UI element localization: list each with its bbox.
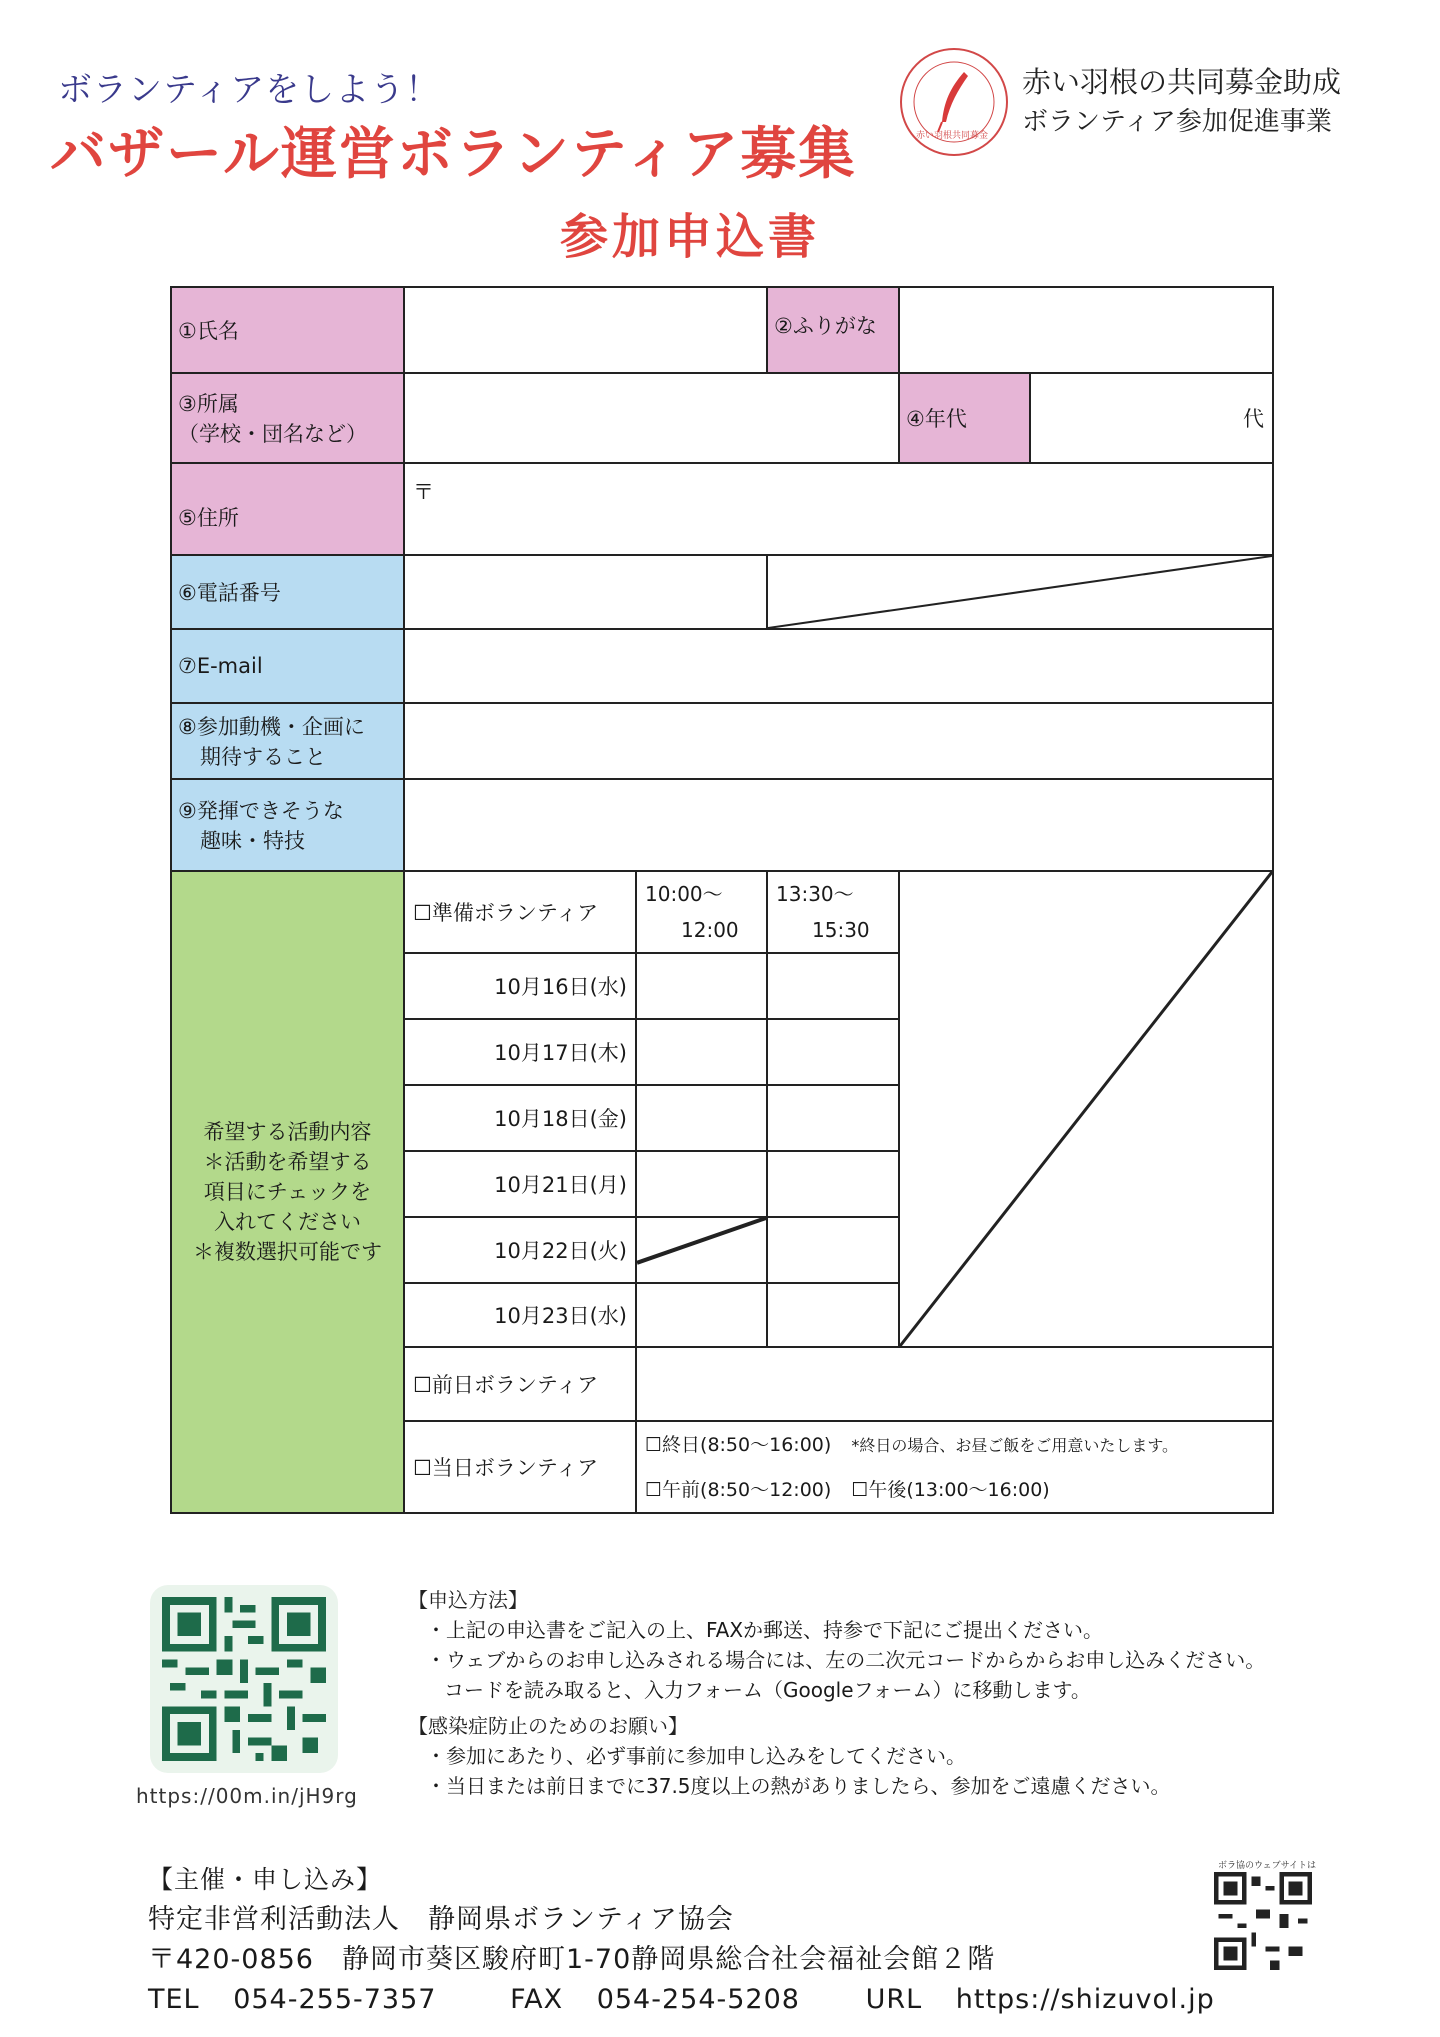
subtitle: ボランティアをしよう！ [58,70,441,110]
slot2-check-1016[interactable] [767,953,899,1019]
method-line-2: ・ウェブからのお申し込みされる場合には、左の二次元コードからからお申し込みください。 [426,1648,1266,1672]
row-prep-header [171,871,1273,953]
date-label: 10月21日(月) [404,1151,636,1217]
qr-pattern [162,1597,326,1761]
tel-number[interactable]: 054-255-7357 [233,1984,437,2015]
slot1-unused-1022 [636,1217,767,1283]
day-am-option[interactable]: ☐午前(8:50～12:00) [645,1478,832,1501]
slot1-header [636,871,767,953]
hobby-label-cell [171,779,404,871]
infection-line-2: ・当日または前日までに37.5度以上の熱がありましたら、参加をご遠慮ください。 [426,1774,1171,1798]
seal-text: 赤い羽根共同募金 [915,131,988,141]
slot1-check-1017[interactable] [636,1019,767,1085]
infection-line-1: ・参加にあたり、必ず事前に参加申し込みをしてください。 [426,1744,966,1768]
slot2-end: 15:30 [812,918,870,942]
infection-heading: 【感染症防止のためのお願い】 [408,1714,688,1738]
activity-label-4: ＊複数選択可能です [193,1240,382,1264]
date-label: 10月16日(水) [404,953,636,1019]
furigana-label: ②ふりがな [767,287,899,373]
motive-label-2: 期待すること [200,745,326,769]
furigana-field[interactable] [899,287,1273,373]
slot1-check-1023[interactable] [636,1283,767,1347]
age-label: ④年代 [899,373,1030,463]
method-line-1: ・上記の申込書をご記入の上、FAXか郵送、持参で下記にご提出ください。 [426,1618,1104,1642]
eve-field[interactable] [636,1347,1273,1421]
hobby-field[interactable] [404,779,1273,871]
row-address [171,463,1273,555]
application-form-table [170,286,1274,1514]
email-field[interactable] [404,629,1273,703]
form-title: 参加申込書 [560,209,821,265]
slot1-start: 10:00～ [645,882,723,906]
fund-text [1022,62,1341,142]
organizer-caption: 【主催・申し込み】 [148,1865,383,1894]
tel-label: TEL [148,1984,200,2015]
day-checkbox[interactable]: ☐当日ボランティア [404,1421,636,1513]
postal-mark: 〒 [413,480,434,504]
day-lunch-note: *終日の場合、お昼ご飯をご用意いたします。 [851,1435,1179,1455]
url-label: URL [865,1984,923,2015]
address-label: ⑤住所 [171,463,404,555]
activity-label-0: 希望する活動内容 [203,1120,372,1144]
row-name [171,287,1273,373]
date-label: 10月23日(水) [404,1283,636,1347]
prep-checkbox[interactable]: ☐準備ボランティア [404,871,636,953]
activity-label-1: ＊活動を希望する [203,1150,372,1174]
affiliation-label-cell [171,373,404,463]
schedule-unused-cell [899,871,1273,1347]
email-label: ⑦E-mail [171,629,404,703]
age-field[interactable] [1030,373,1273,463]
fax-label: FAX [510,1984,564,2015]
hobby-label-2: 趣味・特技 [200,829,305,853]
activity-label-cell [171,871,404,1513]
motive-label-1: ⑧参加動機・企画に [178,715,365,739]
page-title: バザール運営ボランティア募集 [50,122,857,187]
row-motive [171,703,1273,779]
site-qr-code[interactable] [1214,1872,1312,1970]
organizer-contact [148,1980,1215,2020]
website-link[interactable]: https://shizuvol.jp [955,1984,1215,2015]
row-hobby [171,779,1273,871]
affiliation-label: ③所属 [178,392,239,416]
method-heading: 【申込方法】 [408,1588,528,1612]
day-allday-option[interactable]: ☐終日(8:50～16:00) [645,1433,832,1456]
date-label: 10月22日(火) [404,1217,636,1283]
motive-label-cell [171,703,404,779]
day-options-cell [636,1421,1273,1513]
address-field[interactable] [404,463,1273,555]
phone-field[interactable] [404,555,767,629]
fax-number: 054-254-5208 [596,1984,800,2015]
affiliation-sublabel: （学校・団名など） [178,422,367,446]
slot1-check-1018[interactable] [636,1085,767,1151]
hobby-label-1: ⑨発揮できそうな [178,799,344,823]
slot1-check-1021[interactable] [636,1151,767,1217]
name-field[interactable] [404,287,767,373]
slot1-end: 12:00 [681,918,739,942]
activity-label-2: 項目にチェックを [203,1180,372,1204]
slot2-check-1021[interactable] [767,1151,899,1217]
slot2-check-1023[interactable] [767,1283,899,1347]
activity-label-3: 入れてください [214,1210,361,1234]
phone-label: ⑥電話番号 [171,555,404,629]
eve-checkbox[interactable]: ☐前日ボランティア [404,1347,636,1421]
phone-unused-cell [767,555,1273,629]
motive-field[interactable] [404,703,1273,779]
slot2-header [767,871,899,953]
row-phone [171,555,1273,629]
name-label: ①氏名 [171,287,404,373]
slot2-check-1017[interactable] [767,1019,899,1085]
slot2-check-1018[interactable] [767,1085,899,1151]
method-line-3: コードを読み取ると、入力フォーム（Googleフォーム）に移動します。 [444,1678,1091,1702]
fund-line-2: ボランティア参加促進事業 [1022,107,1332,137]
age-suffix: 代 [1243,407,1264,431]
notes-block [408,1585,1265,1801]
qr-url[interactable]: https://00m.in/jH9rg [136,1784,358,1808]
row-email [171,629,1273,703]
organizer-address: 〒420-0856 静岡市葵区駿府町1-70静岡県総合社会福祉会館２階 [148,1944,996,1975]
row-affiliation [171,373,1273,463]
fund-line-1: 赤い羽根の共同募金助成 [1022,65,1342,99]
organizer-name: 特定非営利活動法人 静岡県ボランティア協会 [148,1904,734,1935]
day-pm-option[interactable]: ☐午後(13:00～16:00) [851,1478,1050,1501]
affiliation-field[interactable] [404,373,899,463]
organizer-block [148,1860,1215,2020]
slot1-check-1016[interactable] [636,953,767,1019]
date-label: 10月17日(木) [404,1019,636,1085]
site-qr-caption: ボラ協のウェブサイトは [1218,1861,1317,1871]
slot2-start: 13:30～ [776,882,854,906]
date-label: 10月18日(金) [404,1085,636,1151]
slot2-check-1022[interactable] [767,1217,899,1283]
